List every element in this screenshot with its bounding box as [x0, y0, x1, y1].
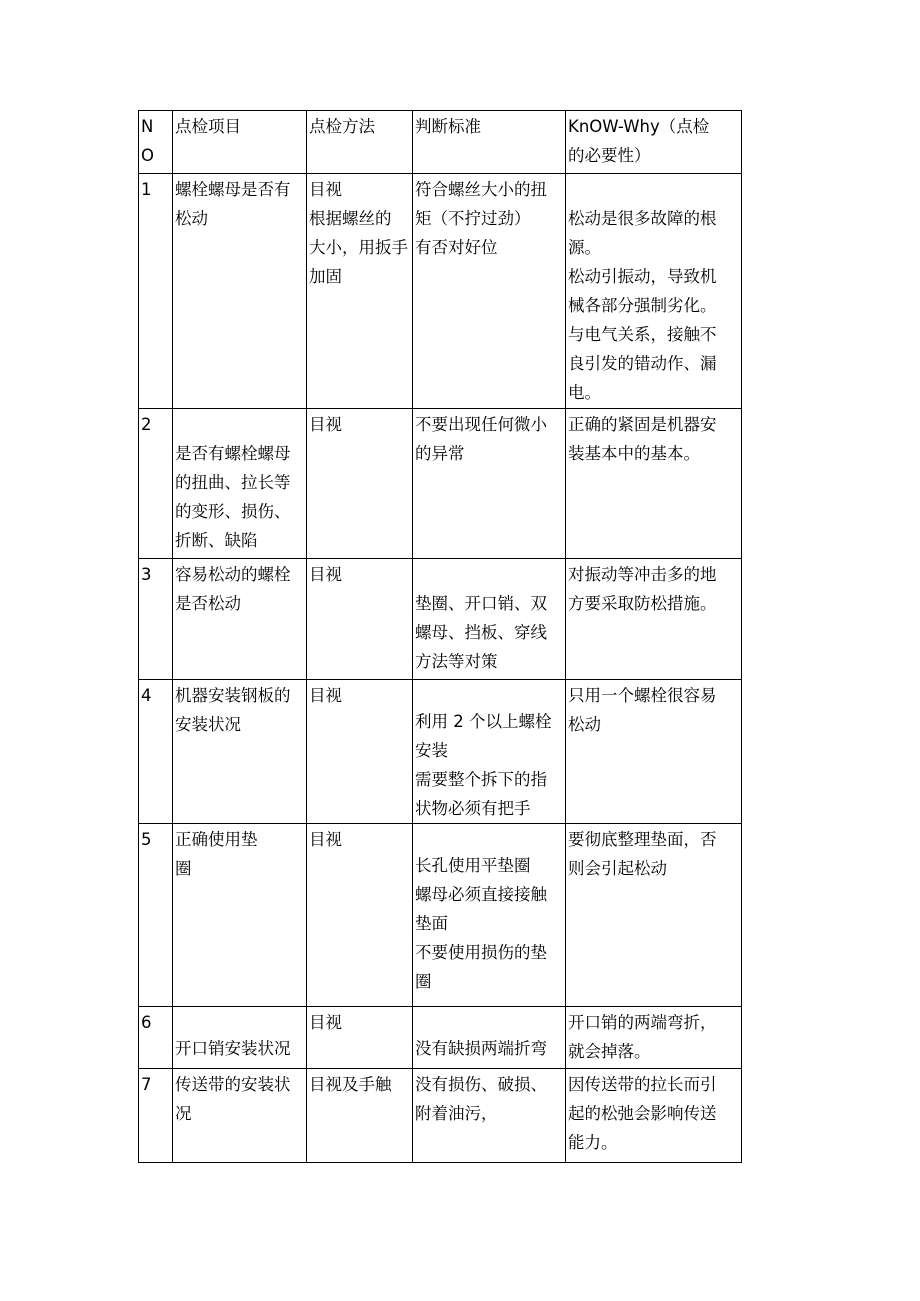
row-method: 目视 — [307, 824, 413, 1007]
row-method: 目视 — [307, 559, 413, 680]
row-why: 正确的紧固是机器安 装基本中的基本。 — [566, 409, 742, 559]
row-method: 目视 — [307, 1007, 413, 1069]
row-method: 目视及手触 — [307, 1069, 413, 1163]
row-standard: 符合螺丝大小的扭 矩（不拧过劲） 有否对好位 — [413, 174, 566, 409]
table-row — [139, 1007, 742, 1069]
row-method: 目视 — [307, 409, 413, 559]
table-row — [139, 174, 742, 409]
row-item: 机器安装钢板的 安装状况 — [173, 680, 307, 824]
row-item: 传送带的安装状 况 — [173, 1069, 307, 1163]
row-standard: 不要出现任何微小 的异常 — [413, 409, 566, 559]
row-no: 1 — [139, 174, 173, 409]
table-row — [139, 559, 742, 680]
row-no: 3 — [139, 559, 173, 680]
row-method: 目视 — [307, 680, 413, 824]
row-why: 对振动等冲击多的地 方要采取防松措施。 — [566, 559, 742, 680]
header-item: 点检项目 — [173, 111, 307, 174]
table-row — [139, 824, 742, 1007]
row-standard: 长孔使用平垫圈 螺母必须直接接触 垫面 不要使用损伤的垫 圈 — [413, 824, 566, 1007]
header-why: KnOW-Why（点检 的必要性） — [566, 111, 742, 174]
row-no: 6 — [139, 1007, 173, 1069]
table-header-row — [139, 111, 742, 174]
row-item: 是否有螺栓螺母 的扭曲、拉长等 的变形、损伤、 折断、缺陷 — [173, 409, 307, 559]
row-method: 目视 根据螺丝的 大小，用扳手 加固 — [307, 174, 413, 409]
row-item: 开口销安装状况 — [173, 1007, 307, 1069]
table-row — [139, 1069, 742, 1163]
row-item: 容易松动的螺栓 是否松动 — [173, 559, 307, 680]
row-standard: 没有损伤、破损、 附着油污， — [413, 1069, 566, 1163]
row-standard: 没有缺损两端折弯 — [413, 1007, 566, 1069]
header-standard: 判断标准 — [413, 111, 566, 174]
row-why: 松动是很多故障的根 源。 松动引振动，导致机 械各部分强制劣化。 与电气关系，接触不 良引发的错动作、漏 电。 — [566, 174, 742, 409]
row-no: 7 — [139, 1069, 173, 1163]
row-why: 要彻底整理垫面，否 则会引起松动 — [566, 824, 742, 1007]
row-why: 只用一个螺栓很容易 松动 — [566, 680, 742, 824]
header-method: 点检方法 — [307, 111, 413, 174]
row-why: 因传送带的拉长而引 起的松弛会影响传送 能力。 — [566, 1069, 742, 1163]
row-standard: 利用 2 个以上螺栓 安装 需要整个拆下的指 状物必须有把手 — [413, 680, 566, 824]
header-no: N O — [139, 111, 173, 174]
row-no: 2 — [139, 409, 173, 559]
row-no: 5 — [139, 824, 173, 1007]
inspection-table — [138, 110, 742, 1163]
table-row — [139, 409, 742, 559]
row-standard: 垫圈、开口销、双 螺母、挡板、穿线 方法等对策 — [413, 559, 566, 680]
row-why: 开口销的两端弯折， 就会掉落。 — [566, 1007, 742, 1069]
table-row — [139, 680, 742, 824]
row-item: 螺栓螺母是否有 松动 — [173, 174, 307, 409]
row-no: 4 — [139, 680, 173, 824]
row-item: 正确使用垫 圈 — [173, 824, 307, 1007]
